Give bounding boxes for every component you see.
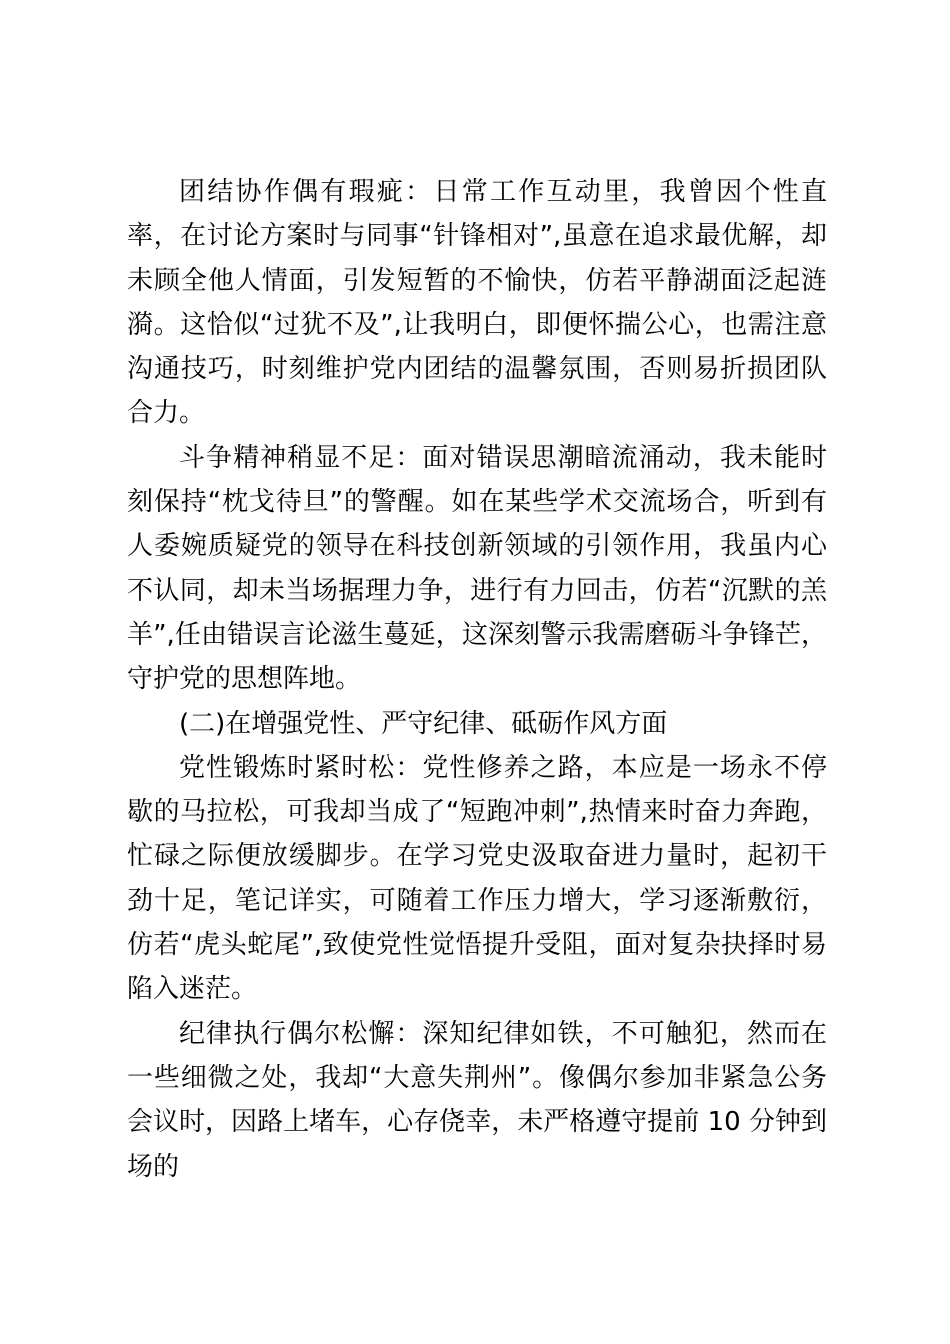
paragraph-fighting-spirit: 斗争精神稍显不足：面对错误思潮暗流涌动，我未能时刻保持“枕戈待旦”的警醒。如在某些学术交流场合，听到有人委婉质疑党的领导在科技创新领域的引领作用，我虽内心不认同，却未当场据理力争，进行有力回击，仿若“沉默的羔羊”,任由错误言论滋生蔓延，这深刻警示我需磨砺斗争锋芒，守护党的思想阵地。 [127, 442, 827, 695]
paragraph-unity-cooperation: 团结协作偶有瑕疵：日常工作互动里，我曾因个性直率，在讨论方案时与同事“针锋相对”,虽意在追求最优解，却未顾全他人情面，引发短暂的不愉快，仿若平静湖面泛起涟漪。这恰似“过犹不及”,让我明白，即便怀揣公心，也需注意沟通技巧，时刻维护党内团结的温馨氛围，否则易折损团队合力。 [127, 177, 827, 429]
section-heading-party-discipline: (二)在增强党性、严守纪律、砥砺作风方面 [179, 708, 668, 739]
paragraph-party-spirit-training: 党性锻炼时紧时松：党性修养之路，本应是一场永不停歇的马拉松，可我却当成了“短跑冲刺”,热情来时奋力奔跑，忙碌之际便放缓脚步。在学习党史汲取奋进力量时，起初干劲十足，笔记详实，可随着工作压力增大，学习逐渐敷衍，仿若“虎头蛇尾”,致使党性觉悟提升受阻，面对复杂抉择时易陷入迷茫。 [127, 752, 827, 1005]
paragraph-discipline-execution: 纪律执行偶尔松懈：深知纪律如铁，不可触犯，然而在一些细微之处，我却“大意失荆州”。像偶尔参加非紧急公务会议时，因路上堵车，心存侥幸，未严格遵守提前 10 分钟到场的 [127, 1018, 827, 1182]
document-body [127, 170, 827, 1189]
